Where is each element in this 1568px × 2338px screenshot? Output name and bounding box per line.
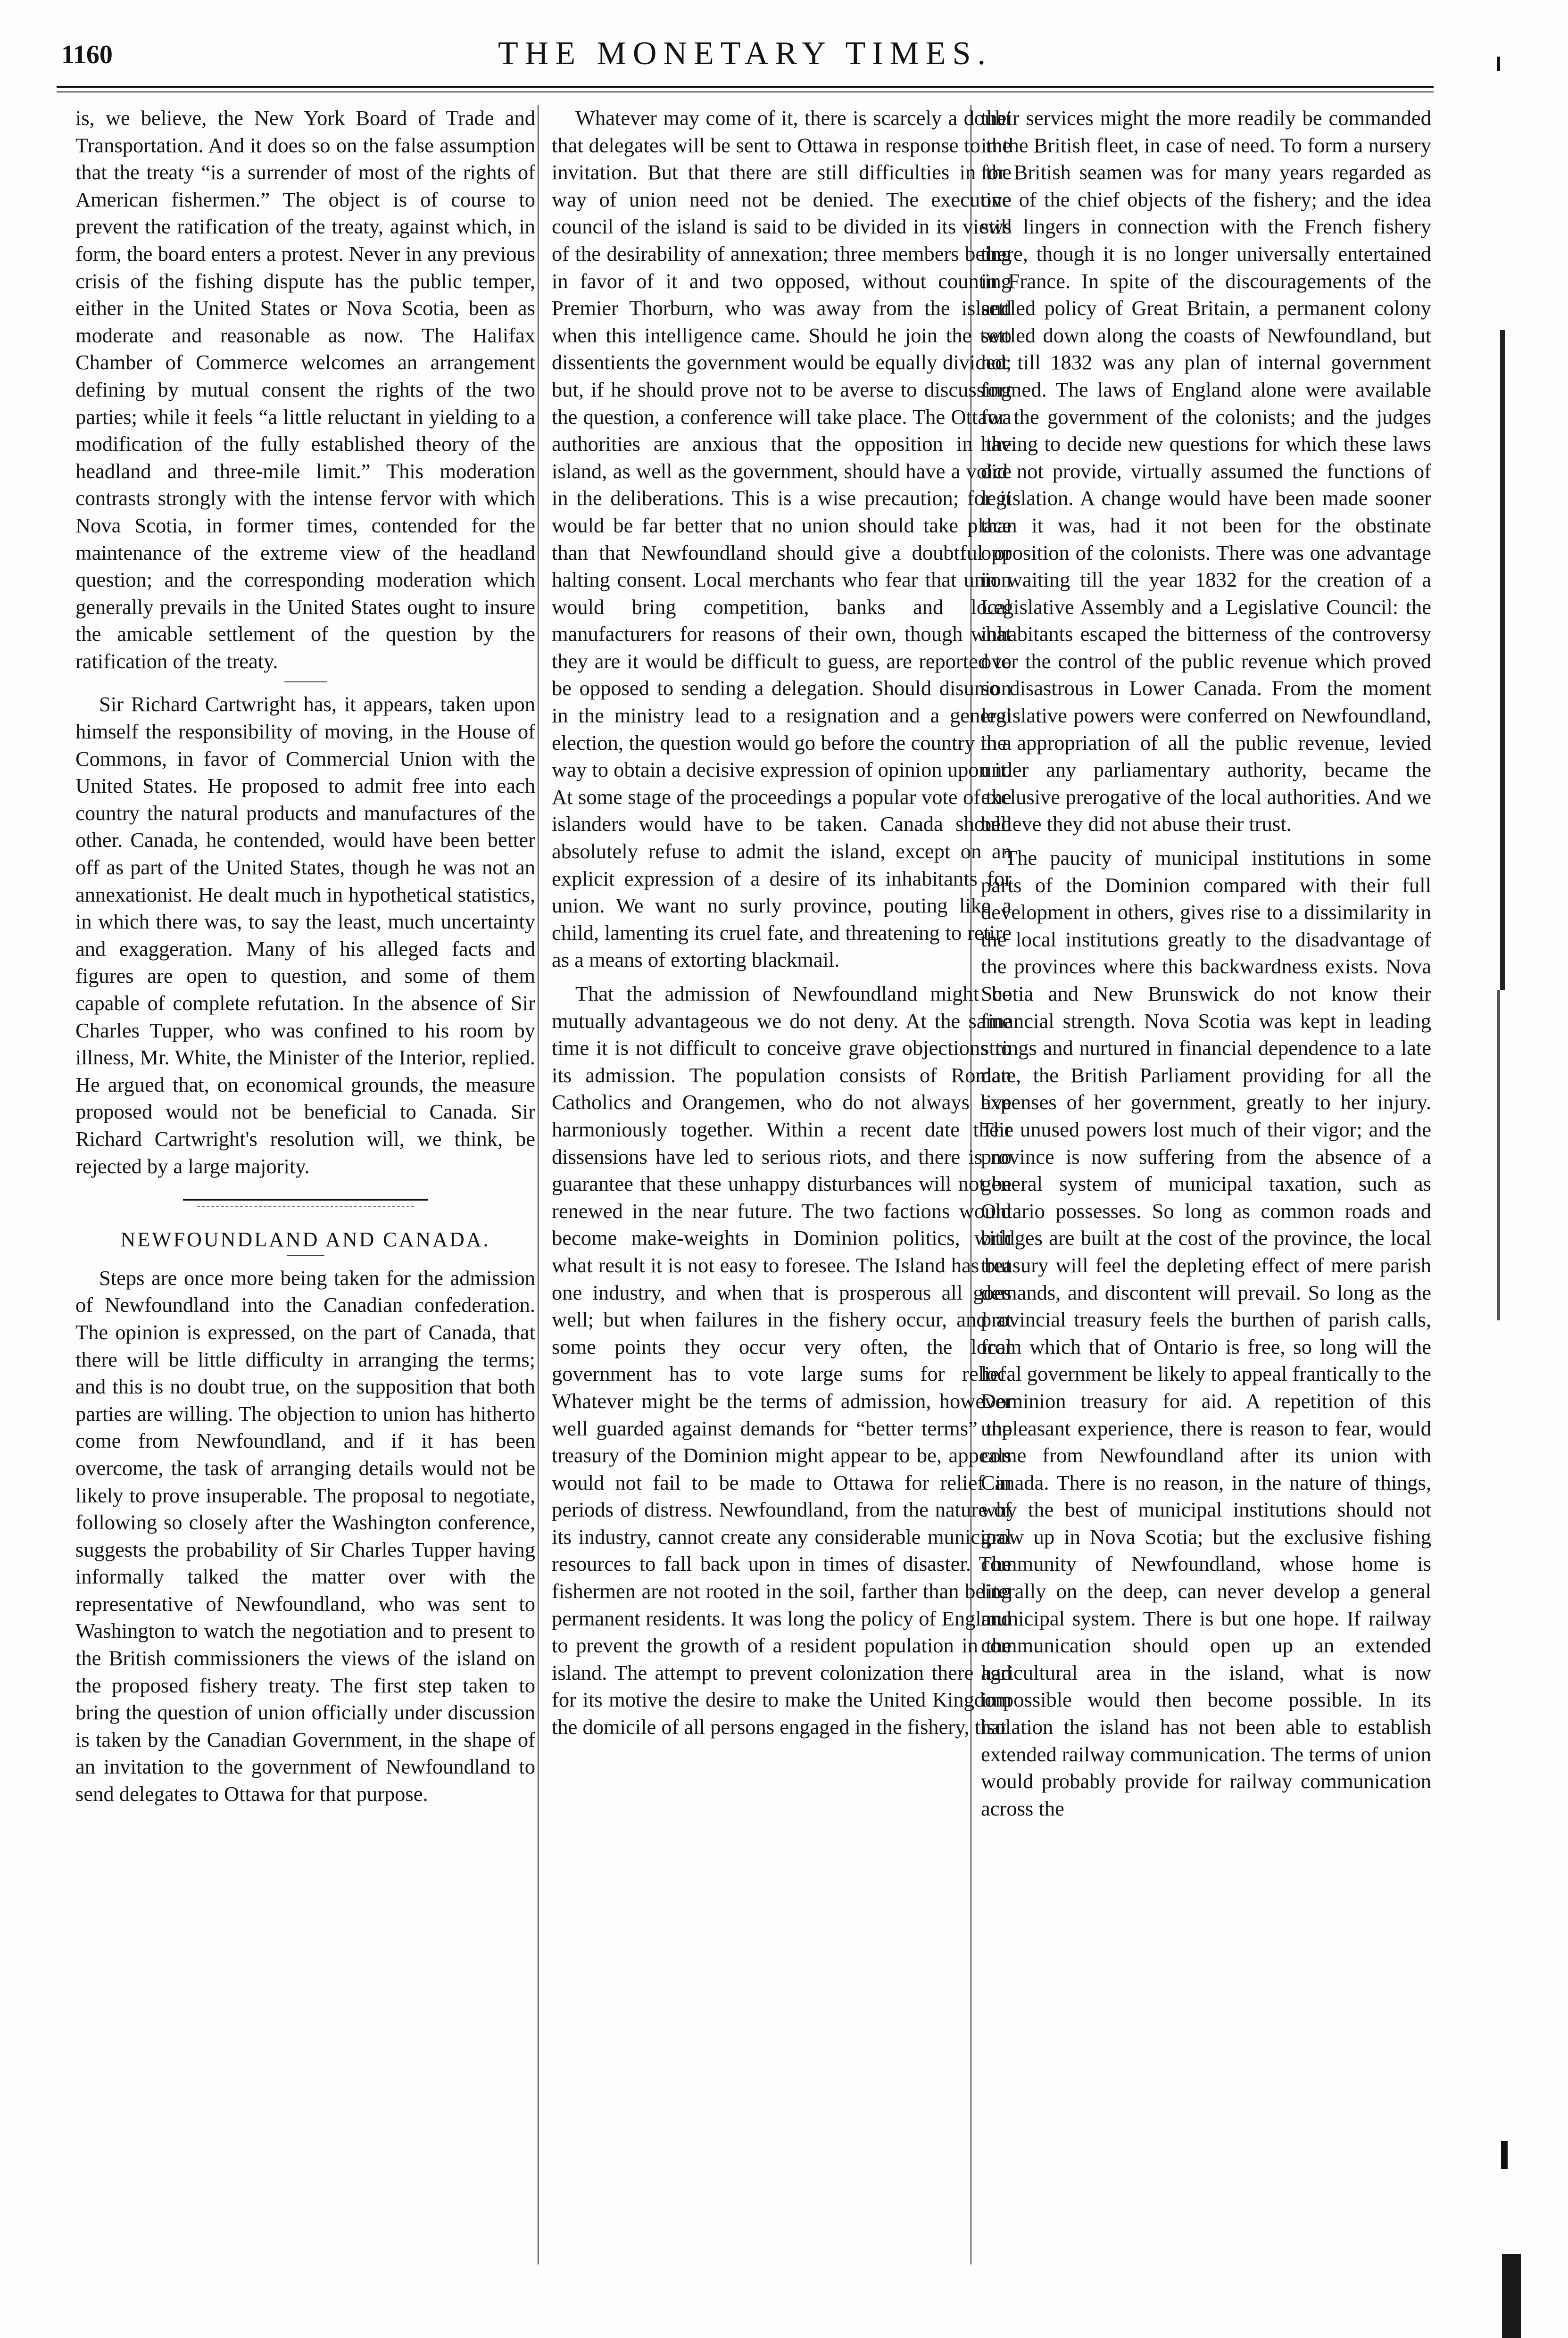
article-paragraph: Whatever may come of it, there is scarcely a doubt that delegates will be sent to Ottawa in response to the invitation. But that there are still difficulties in the way of union need not be denied. The executive council of the island is said to be divided in its views of the desirability of annexation; three members being in favor of it and two opposed, without counting Premier Thorburn, who was away from the island when this intelligence came. Should he join the two dissentients the government would be equally divided; but, if he should prove not to be averse to discussing the question, a conference will take place. The Ottawa authorities are anxious that the opposition in the island, as well as the government, should have a voice in the deliberations. This is a wise precaution; for it would be far better that no union should take place than that Newfoundland should give a doubtful or halting consent. Local merchants who fear that union would bring competition, banks and local manufacturers for reasons of their own, though what they are it would be difficult to guess, are reported to be opposed to sending a delegation. Should disunion in the ministry lead to a resignation and a general election, the question would go before the country in a way to obtain a decisive expression of opinion upon it. At some stage of the proceedings a popular vote of the islanders would have to be taken. Canada should absolutely refuse to admit the island, except on an explicit expression of a desire of its inhabitants for union. We want no surly province, pouting like a child, lamenting its cruel fate, and threatening to retire as a means of extorting blackmail. <box>552 106 1012 972</box>
article-paragraph: The paucity of municipal institutions in some parts of the Dominion compared with their full development in others, gives rise to a dissimilarity in the local institutions greatly to the disadvantage of the provinces where this backwardness exists. Nova Scotia and New Brunswick do not know their financial strength. Nova Scotia was kept in leading strings and nurtured in financial dependence to a late date, the British Parliament providing for all the expenses of her government, greatly to her injury. The unused powers lost much of their vigor; and the province is now suffering from the absence of a general system of municipal taxation, such as Ontario possesses. So long as common roads and bridges are built at the cost of the province, the local treasury will feel the depleting effect of mere parish demands, and discontent will prevail. So long as the provincial treasury feels the burthen of parish calls, from which that of Ontario is free, so long will the local government be likely to appeal frantically to the Dominion treasury for aid. A repetition of this unpleasant experience, there is reason to fear, would come from Newfoundland after its union with Canada. There is no reason, in the nature of things, why the best of municipal institutions should not grow up in Nova Scotia; but the exclusive fishing community of Newfoundland, whose home is literally on the deep, can never develop a general municipal system. There is but one hope. If railway communication should open up an extended agricultural area in the island, what is now impossible would then become possible. In its isolation the island has not been able to establish extended railway communication. The terms of union would probably provide for railway communication across the <box>981 846 1431 1820</box>
column-1 <box>75 105 535 1808</box>
edge-mark <box>1501 2141 1508 2169</box>
page-number: 1160 <box>61 40 113 69</box>
column-3 <box>981 105 1431 1822</box>
section-heading: NEWFOUNDLAND AND CANADA. <box>120 1228 490 1252</box>
header-rule <box>57 86 1434 88</box>
page-header <box>57 33 1434 80</box>
article-paragraph: That the admission of Newfoundland might be mutually advantageous we do not deny. At the same time it is not difficult to conceive grave objections to its admission. The population consists of Roman Catholics and Orangemen, who do not always live harmoniously together. Within a recent date their dissensions have led to serious riots, and there is no guarantee that these unhappy disturbances will not be renewed in the near future. The two factions would become make-weights in Dominion politics, with what result it is not easy to foresee. The Island has but one industry, and when that is prosperous all goes well; but when failures in the fishery occur, and at some points they occur very often, the local government has to vote large sums for relief. Whatever might be the terms of admission, however well guarded against demands for “better terms” the treasury of the Dominion might appear to be, appeals would not fail to be made to Ottawa for relief in periods of distress. Newfoundland, from the nature of its industry, cannot create any considerable municipal resources to fall back upon in times of disaster. The fishermen are not rooted in the soil, farther than being permanent residents. It was long the policy of England to prevent the growth of a resident population in the island. The attempt to prevent colonization there had for its motive the desire to make the United Kingdom the domicile of all persons engaged in the fishery, that <box>552 982 1012 1739</box>
edge-shadow <box>1502 2254 1521 2338</box>
heading-rule <box>287 1255 324 1256</box>
article-paragraph: is, we believe, the New York Board of Trade and Transportation. And it does so on the false assumption that the treaty “is a surrender of most of the rights of American fishermen.” The object is of course to prevent the ratification of the treaty, against which, in form, the board enters a protest. Never in any previous crisis of the fishing dispute has the public temper, either in the United States or Nova Scotia, been as moderate and reasonable as now. The Halifax Chamber of Commerce welcomes an arrangement defining by mutual consent the rights of the two parties; while it feels “a little reluctant in yielding to a modification of the fully established theory of the headland and three-mile limit.” This moderation contrasts strongly with the intense fervor with which Nova Scotia, in former times, contended for the maintenance of the extreme view of the headland question; and the corresponding moderation which generally prevails in the United States ought to insure the amicable settlement of the question by the ratification of the treaty. <box>75 106 535 673</box>
page-binding-edge <box>1488 0 1568 2338</box>
edge-mark <box>1497 57 1500 71</box>
article-paragraph: Sir Richard Cartwright has, it appears, taken upon himself the responsibility of moving, in the House of Commons, in favor of Commercial Union with the United States. He proposed to admit free into each country the natural products and manufactures of the other. Canada, he contended, would have been better off as part of the United States, though he was not an annexationist. He dealt much in hypothetical statistics, in which there was, to say the least, much uncertainty and exaggeration. Many of his alleged facts and figures are open to question, and some of them capable of complete refutation. In the absence of Sir Charles Tupper, who was confined to his room by illness, Mr. White, the Minister of the Interior, replied. He argued that, on economical grounds, the measure proposed would not be beneficial to Canada. Sir Richard Cartwright's resolution will, we think, be rejected by a large majority. <box>75 692 535 1178</box>
column-divider <box>538 105 539 2264</box>
column-2 <box>552 105 1012 1741</box>
section-rule-dashed <box>197 1206 414 1207</box>
edge-shadow <box>1497 990 1500 1320</box>
article-paragraph: Steps are once more being taken for the admission of Newfoundland into the Canadian confederation. The opinion is expressed, on the part of Canada, that there will be little difficulty in arranging the terms; and this is no doubt true, on the supposition that both parties are willing. The objection to union has hitherto come from Newfoundland, and if it has been overcome, the task of arranging details would not be likely to prove insuperable. The proposal to negotiate, following so closely after the Washington conference, suggests the probability of Sir Charles Tupper having informally talked the matter over with the representative of Newfoundland, who was sent to Washington to watch the negotiation and to present to the British commissioners the views of the island on the proposed fishery treaty. The first step taken to bring the question of union officially under discussion is taken by the Canadian Government, in the shape of an invitation to the government of Newfoundland to send delegates to Ottawa for that purpose. <box>75 1266 535 1806</box>
section-rule <box>183 1199 428 1201</box>
edge-shadow <box>1500 330 1505 990</box>
header-rule-thin <box>57 91 1434 92</box>
article-paragraph: their services might the more readily be commanded in the British fleet, in case of need. To form a nursery for British seamen was for many years regarded as one of the chief objects of the fishery; and the idea still lingers in connection with the French fishery there, though it is no longer universally entertained in France. In spite of the discouragements of the settled policy of Great Britain, a permanent colony settled down along the coasts of Newfoundland, but not till 1832 was any plan of internal government formed. The laws of England alone were available for the government of the colonists; and the judges having to decide new questions for which these laws did not provide, virtually assumed the functions of legislation. A change would have been made sooner than it was, had it not been for the obstinate opposition of the colonists. There was one advantage in waiting till the year 1832 for the creation of a Legislative Assembly and a Legislative Council: the inhabitants escaped the bitterness of the controversy over the control of the public revenue which proved so disastrous in Lower Canada. From the moment legislative powers were conferred on Newfoundland, the appropriation of all the public revenue, levied under any parliamentary authority, became the exclusive prerogative of the local authorities. And we believe they did not abuse their trust. <box>981 106 1431 836</box>
paragraph-separator <box>284 681 327 682</box>
publication-title: THE MONETARY TIMES. <box>498 35 992 72</box>
